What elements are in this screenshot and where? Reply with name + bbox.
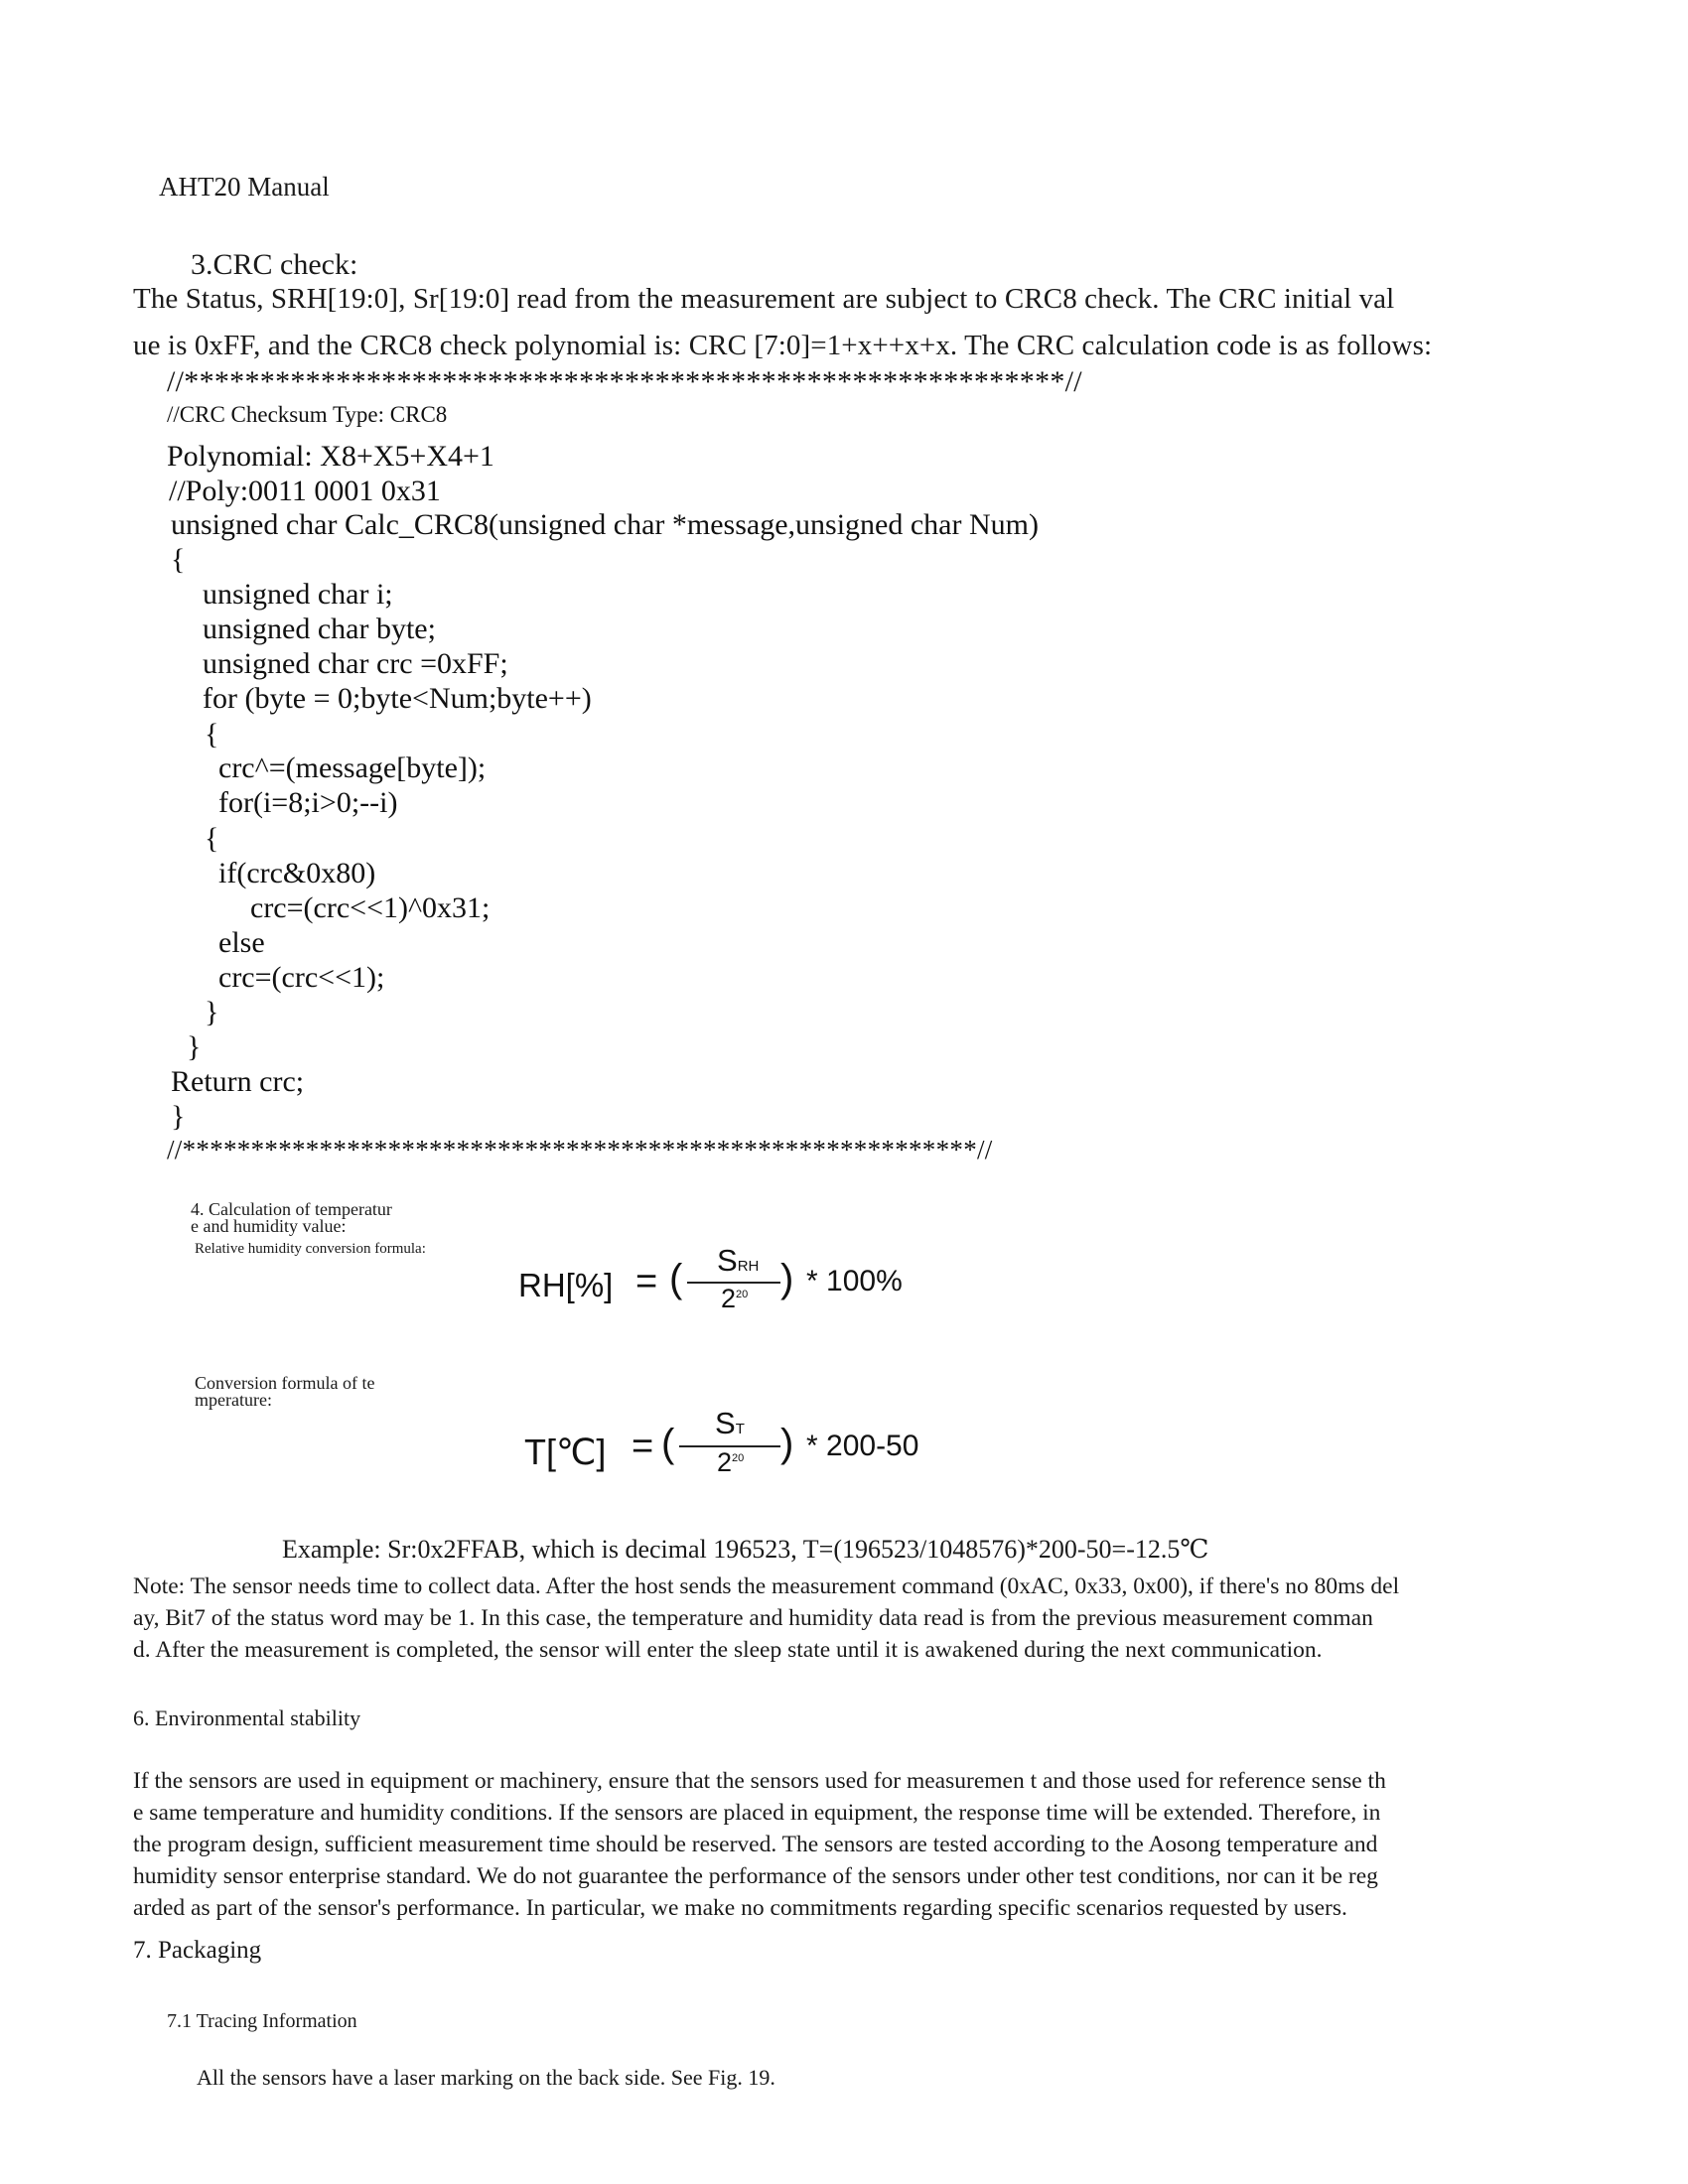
code-line-else: else (218, 926, 265, 959)
code-line-return: Return crc; (171, 1065, 305, 1098)
calc-heading-line-2: e and humidity value: (191, 1216, 347, 1236)
note-line-2: ay, Bit7 of the status word may be 1. In this case, the temperature and humidity data read is from the previous measurement comman (133, 1605, 1373, 1631)
note-paragraph (133, 1570, 1503, 1666)
crc-section-heading: 3.CRC check: (191, 248, 358, 281)
code-line-for-i: for(i=8;i>0;--i) (218, 786, 398, 819)
rh-formula-denominator (721, 1284, 748, 1314)
env-paragraph (133, 1765, 1503, 1924)
rh-formula-paren-open: ( (669, 1257, 683, 1300)
t-formula-denominator (717, 1447, 744, 1478)
t-formula-equals: = (632, 1426, 654, 1467)
t-formula-label-line-1: Conversion formula of te (195, 1373, 375, 1393)
env-heading: 6. Environmental stability (133, 1706, 361, 1730)
rh-formula-numerator-sub: RH (737, 1258, 760, 1275)
rh-formula-tail: * 100% (806, 1265, 903, 1297)
rh-formula-equals: = (635, 1261, 658, 1302)
t-formula-label (195, 1374, 413, 1410)
t-formula-denominator-base: 2 (717, 1447, 733, 1477)
crc-intro-line-2: ue is 0xFF, and the CRC8 check polynomial is: CRC [7:0]=1+x++x+x. The CRC calculation code is as follows: (133, 330, 1433, 361)
rh-formula-numerator (717, 1243, 759, 1279)
code-brace-close-3: } (171, 1100, 186, 1133)
rh-formula-numerator-s: S (717, 1243, 738, 1278)
code-brace-close-1: } (205, 996, 219, 1028)
env-line-2: e same temperature and humidity conditions. If the sensors are placed in equipment, the response time will be extended. Therefore, in (133, 1800, 1381, 1826)
code-stars-bottom: //**********************************************************// (167, 1135, 993, 1164)
t-formula-denominator-exp: 20 (732, 1452, 745, 1464)
t-formula-paren-close: ) (780, 1422, 794, 1465)
page-header: AHT20 Manual (159, 172, 330, 202)
calc-example: Example: Sr:0x2FFAB, which is decimal 196523, T=(196523/1048576)*200-50=-12.5℃ (282, 1535, 1209, 1564)
code-line-shift: crc=(crc<<1); (218, 961, 385, 994)
t-formula-numerator-sub: T (735, 1421, 745, 1437)
env-line-5: arded as part of the sensor's performance. In particular, we make no commitments regarding specific scenarios requested by users. (133, 1895, 1347, 1921)
t-formula-numerator (715, 1406, 745, 1441)
rh-formula-paren-close: ) (780, 1257, 794, 1300)
env-line-1: If the sensors are used in equipment or machinery, ensure that the sensors used for measuremen t and those used for reference sense th (133, 1768, 1386, 1794)
code-brace-open-3: { (205, 822, 219, 855)
code-brace-close-2: } (187, 1030, 202, 1063)
tracing-info-heading: 7.1 Tracing Information (167, 2010, 357, 2032)
t-formula-tail: * 200-50 (806, 1430, 919, 1462)
code-stars-top: //**********************************************************// (167, 365, 1082, 398)
code-function-signature: unsigned char Calc_CRC8(unsigned char *message,unsigned char Num) (171, 508, 1039, 541)
calc-heading (191, 1200, 449, 1236)
code-polynomial: Polynomial: X8+X5+X4+1 (167, 440, 494, 473)
code-line-decl-byte: unsigned char byte; (203, 613, 436, 645)
crc-intro-line-1: The Status, SRH[19:0], Sr[19:0] read from the measurement are subject to CRC8 check. The CRC initial val (133, 283, 1395, 315)
tracing-info-text: All the sensors have a laser marking on the back side. See Fig. 19. (197, 2065, 775, 2090)
code-line-for-byte: for (byte = 0;byte<Num;byte++) (203, 682, 592, 715)
code-line-shift-xor: crc=(crc<<1)^0x31; (250, 891, 491, 924)
code-line-decl-i: unsigned char i; (203, 578, 393, 611)
code-comment-type: //CRC Checksum Type: CRC8 (167, 402, 448, 427)
code-brace-open-2: { (205, 718, 219, 751)
code-line-xor: crc^=(message[byte]); (218, 751, 487, 784)
env-line-4: humidity sensor enterprise standard. We do not guarantee the performance of the sensors under other test conditions, nor can it be reg (133, 1863, 1378, 1889)
code-poly-comment: //Poly:0011 0001 0x31 (169, 475, 441, 507)
note-line-1: Note: The sensor needs time to collect data. After the host sends the measurement command (0xAC, 0x33, 0x00), if there's no 80ms del (133, 1573, 1400, 1599)
code-line-decl-crc: unsigned char crc =0xFF; (203, 647, 508, 680)
calc-heading-line-1: 4. Calculation of temperatur (191, 1199, 392, 1219)
code-brace-open: { (171, 543, 186, 576)
t-formula-paren-open: ( (661, 1422, 675, 1465)
t-formula-numerator-s: S (715, 1406, 736, 1440)
t-formula-lhs: T[℃] (524, 1432, 607, 1472)
t-formula-label-line-2: mperature: (195, 1390, 272, 1410)
rh-formula-denominator-base: 2 (721, 1284, 737, 1313)
note-line-3: d. After the measurement is completed, the sensor will enter the sleep state until it is awakened during the next communication. (133, 1637, 1323, 1663)
env-line-3: the program design, sufficient measurement time should be reserved. The sensors are tested according to the Aosong temperature and (133, 1832, 1378, 1857)
rh-formula-label: Relative humidity conversion formula: (195, 1241, 426, 1257)
rh-formula-lhs: RH[%] (518, 1267, 614, 1303)
rh-formula-denominator-exp: 20 (736, 1289, 749, 1300)
packaging-heading: 7. Packaging (133, 1937, 262, 1964)
code-line-if: if(crc&0x80) (218, 857, 376, 889)
